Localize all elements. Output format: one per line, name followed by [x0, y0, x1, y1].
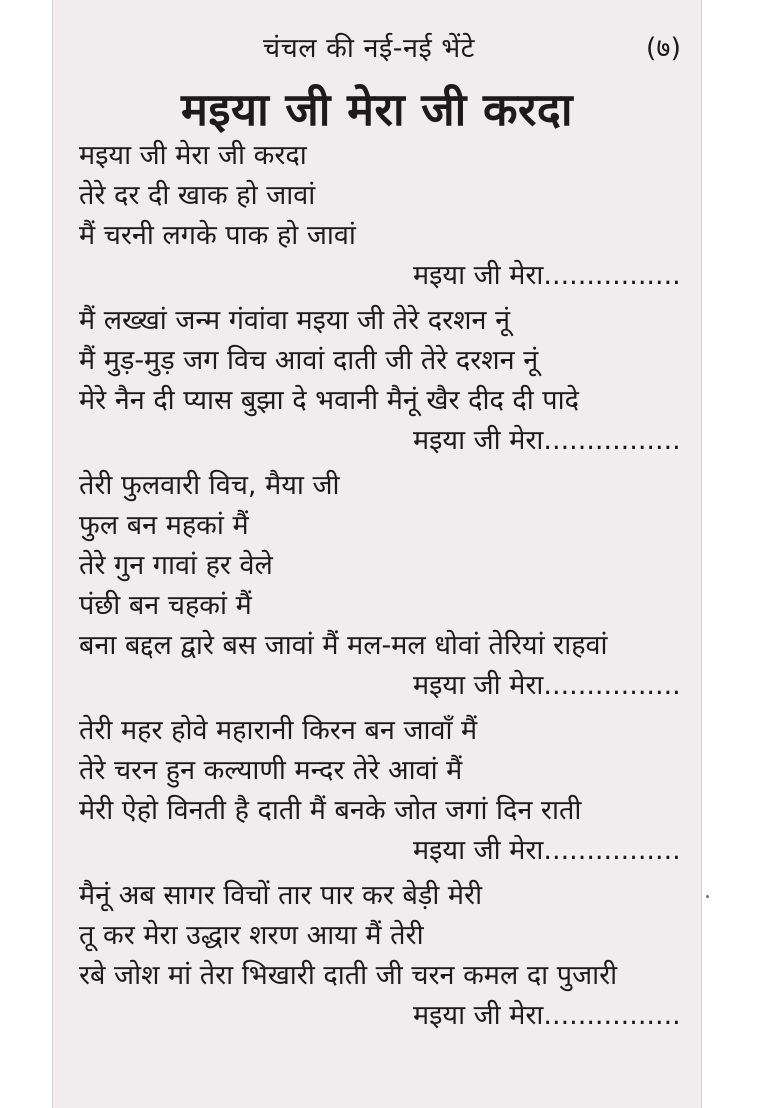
lyric-line: तेरे दर दी खाक हो जावां [79, 180, 316, 211]
lyric-line: मेरी ऐहो विनती है दाती मैं बनके जोत जगां दिन राती [79, 795, 582, 826]
lyric-line: रबे जोश मां तेरा भिखारी दाती जी चरन कमल दा पुजारी [79, 960, 618, 991]
lyric-line: मैं मुड़-मुड़ जग विच आवां दाती जी तेरे दरशन नूं [79, 345, 539, 376]
refrain-line: मइया जी मेरा................ [413, 670, 681, 701]
lyric-line: तेरी फुलवारी विच, मैया जी [79, 470, 340, 501]
refrain-line: मइया जी मेरा................ [413, 835, 681, 866]
lyric-line: बना बद्दल द्वारे बस जावां मैं मल-मल धोवां तेरियां राहवां [79, 630, 608, 661]
lyric-line: मइया जी मेरा जी करदा [79, 140, 307, 171]
refrain-line: मइया जी मेरा................ [413, 1000, 681, 1031]
lyric-line: पंछी बन चहकां मैं [79, 590, 252, 621]
lyric-line: तेरी महर होवे महारानी किरन बन जावाँ मैं [79, 715, 478, 746]
ink-speck [706, 895, 709, 898]
stanza [79, 876, 693, 1036]
stanza [79, 136, 693, 296]
lyric-line: तू कर मेरा उद्धार शरण आया मैं तेरी [79, 920, 424, 951]
song-body [79, 136, 693, 1036]
song-title: मइया जी मेरा जी करदा [180, 83, 573, 136]
page-number: (७) [645, 33, 681, 64]
stanza [79, 711, 693, 871]
lyric-line: मैं चरनी लगके पाक हो जावां [79, 220, 356, 251]
lyric-line: फुल बन महकां मैं [79, 510, 249, 541]
book-page [52, 0, 702, 1108]
lyric-line: तेरे गुन गावां हर वेले [79, 550, 273, 581]
lyric-line: मैं लख्खां जन्म गंवांवा मइया जी तेरे दरशन नूं [79, 305, 511, 336]
refrain-line: मइया जी मेरा................ [413, 260, 681, 291]
lyric-line: तेरे चरन हुन कल्याणी मन्दर तेरे आवां मैं [79, 755, 463, 786]
stanza [79, 466, 693, 706]
stanza [79, 301, 693, 461]
lyric-line: मेरे नैन दी प्यास बुझा दे भवानी मैनूं खैर दीद दी पादे [79, 385, 579, 416]
refrain-line: मइया जी मेरा................ [413, 425, 681, 456]
running-header-title: चंचल की नई-नई भेंटे [263, 33, 475, 64]
lyric-line: मैनूं अब सागर विचों तार पार कर बेड़ी मेरी [79, 880, 483, 911]
